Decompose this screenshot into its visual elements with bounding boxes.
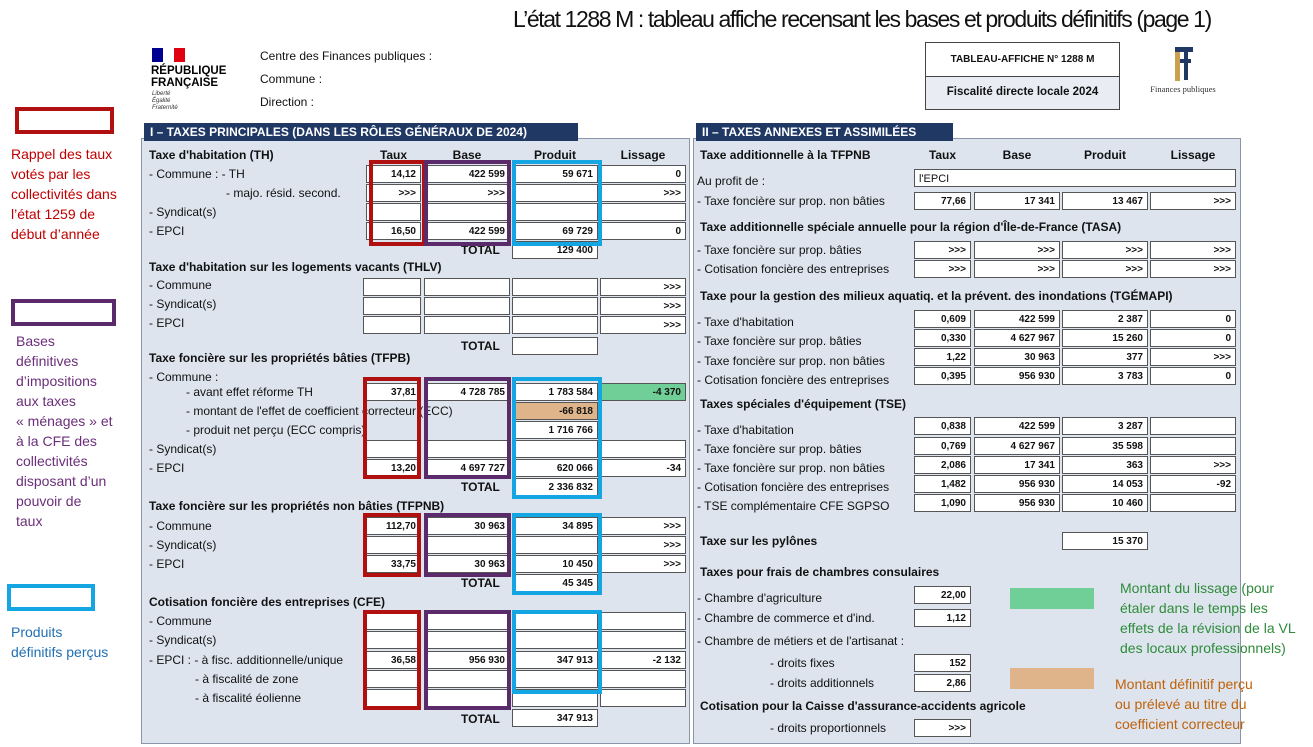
tfpb-commune-lissage: -4 370	[600, 383, 686, 401]
chambres-title: Taxes pour frais de chambres consulaires	[700, 565, 940, 579]
th-commune-lissage: 0	[600, 165, 686, 183]
thlv-syndicat-lissage: >>>	[600, 297, 686, 315]
tafnb-title: Taxe additionnelle à la TFPNB	[700, 148, 871, 162]
tfpb-commune-taux: 37,81	[366, 383, 421, 401]
tfpb-net-produit: 1 716 766	[512, 421, 598, 439]
tfpb-syndicat-lissage	[600, 440, 686, 458]
tasa-cfe-taux: >>>	[914, 260, 971, 278]
cfe-zone-lissage	[600, 670, 686, 688]
tse-cfe-taux: 1,482	[914, 475, 971, 493]
purple-note-line: « ménages » et	[16, 413, 113, 429]
pylones-title: Taxe sur les pylônes	[700, 534, 818, 548]
tfpnb-title: Taxe foncière sur les propriétés non bâties (TFPNB)	[149, 499, 445, 513]
motto-fraternite: Fraternité	[152, 105, 178, 111]
tse-tfpnb-produit: 363	[1062, 456, 1148, 474]
thlv-row-epci: - EPCI	[149, 316, 185, 330]
tfpnb-commune-base: 30 963	[424, 517, 510, 535]
thlv-total-value	[512, 337, 598, 355]
droits-fixes-value: 152	[914, 654, 971, 672]
tasa-row-tfpb: - Taxe foncière sur prop. bâties	[697, 243, 862, 257]
th-commune-taux: 14,12	[366, 165, 421, 183]
cfe-total-value: 347 913	[512, 709, 598, 727]
cfe-epci-taux: 36,58	[366, 651, 421, 669]
gemapi-th-lissage: 0	[1150, 310, 1236, 328]
tse-tfpb-taux: 0,769	[914, 437, 971, 455]
tfpnb-epci-base: 30 963	[424, 555, 510, 573]
thlv-epci-lissage: >>>	[600, 316, 686, 334]
cfe-row-syndicat: - Syndicat(s)	[149, 633, 217, 647]
fiscalite-label: Fiscalité directe locale 2024	[926, 77, 1119, 109]
tafnb-produit: 13 467	[1062, 192, 1148, 210]
tse-tfpnb-taux: 2,086	[914, 456, 971, 474]
pylones-value: 15 370	[1062, 532, 1148, 550]
tfpb-commune-produit: 1 783 584	[512, 383, 598, 401]
purple-note-line: disposant d’un	[16, 473, 107, 489]
tasa-tfpb-produit: >>>	[1062, 241, 1148, 259]
gemapi-row-cfe: - Cotisation foncière des entreprises	[697, 373, 890, 387]
motto-liberte: Liberté	[152, 91, 171, 97]
cfe-title: Cotisation foncière des entreprises (CFE)	[149, 595, 386, 609]
direction-label: Direction :	[260, 95, 315, 109]
commune-label: Commune :	[260, 72, 323, 86]
chambre-metiers-label: - Chambre de métiers et de l'artisanat :	[697, 634, 905, 648]
orange-note-line: ou prélevé au titre du	[1115, 696, 1247, 712]
col-base-header: Base	[452, 148, 482, 162]
red-note-line: collectivités dans	[11, 186, 117, 202]
thlv-syndicat-produit	[512, 297, 598, 315]
tfpnb-commune-taux: 112,70	[366, 517, 421, 535]
tse-row-th: - Taxe d'habitation	[697, 423, 794, 437]
gemapi-tfpb-lissage: 0	[1150, 329, 1236, 347]
thlv-commune-lissage: >>>	[600, 278, 686, 296]
note-produits	[11, 622, 108, 662]
gemapi-th-produit: 2 387	[1062, 310, 1148, 328]
cfe-eolienne-lissage	[600, 689, 686, 707]
tse-row-tfpnb: - Taxe foncière sur prop. non bâties	[697, 461, 885, 475]
th-row-epci: - EPCI	[149, 224, 185, 238]
droits-fixes-label: - droits fixes	[770, 656, 835, 670]
cfe-syndicat-lissage	[600, 631, 686, 649]
thlv-syndicat-base	[424, 297, 510, 315]
orange-note-line: coefficient correcteur	[1115, 716, 1245, 732]
th-total-label: TOTAL	[461, 243, 500, 257]
tasa-tfpb-base: >>>	[974, 241, 1060, 259]
tse-th-produit: 3 287	[1062, 417, 1148, 435]
purple-note-line: collectivités	[16, 453, 88, 469]
tse-tfpnb-base: 17 341	[974, 456, 1060, 474]
tse-tfpb-base: 4 627 967	[974, 437, 1060, 455]
red-note-line: Rappel des taux	[11, 146, 113, 162]
tfpb-row-avant-effet: - avant effet réforme TH	[186, 385, 313, 399]
gemapi-th-taux: 0,609	[914, 310, 971, 328]
tse-th-lissage	[1150, 417, 1236, 435]
purple-note-line: à la CFE des	[16, 433, 97, 449]
taux-highlight-cfe	[363, 610, 421, 710]
cfe-row-eolienne: - à fiscalité éolienne	[195, 691, 302, 705]
th-row-commune: - Commune : - TH	[149, 167, 245, 181]
r-col-base-header: Base	[1002, 148, 1032, 162]
tfpnb-epci-produit: 10 450	[512, 555, 598, 573]
red-note-line: votés par les	[11, 166, 91, 182]
tse-tfpb-produit: 35 598	[1062, 437, 1148, 455]
droits-additionnels-label: - droits additionnels	[770, 676, 875, 690]
tse-sgpso-lissage	[1150, 494, 1236, 512]
produit-highlight-th	[512, 160, 602, 246]
base-highlight-tfpb	[424, 377, 511, 479]
cfe-commune-lissage	[600, 612, 686, 630]
thlv-commune-produit	[512, 278, 598, 296]
tse-tfpb-lissage	[1150, 437, 1236, 455]
tableau-affiche-number: TABLEAU-AFFICHE N° 1288 M	[926, 43, 1119, 77]
finances-publiques-logo	[1133, 44, 1233, 94]
droits-proportionnels-value: >>>	[914, 719, 971, 737]
th-epci-lissage: 0	[600, 222, 686, 240]
purple-note-line: d’impositions	[16, 373, 97, 389]
centre-finances-label: Centre des Finances publiques :	[260, 49, 433, 63]
tableau-affiche-box	[925, 42, 1120, 110]
cfe-row-epci: - EPCI : - à fisc. additionnelle/unique	[149, 653, 344, 667]
blue-note-line: définitifs perçus	[11, 644, 109, 660]
tse-tfpnb-lissage: >>>	[1150, 456, 1236, 474]
tfpnb-row-commune: - Commune	[149, 519, 212, 533]
th-majo-taux: >>>	[366, 184, 421, 202]
tasa-tfpb-taux: >>>	[914, 241, 971, 259]
tfpb-commune-base: 4 728 785	[424, 383, 510, 401]
cfe-total-label: TOTAL	[461, 712, 500, 726]
th-syndicat-lissage	[600, 203, 686, 221]
th-majo-lissage: >>>	[600, 184, 686, 202]
droits-proportionnels-label: - droits proportionnels	[770, 721, 887, 735]
th-majo-base: >>>	[424, 184, 510, 202]
note-taux	[11, 144, 117, 244]
taux-highlight-th	[369, 160, 426, 246]
produit-highlight-tfpb	[512, 377, 602, 499]
tfpb-total-label: TOTAL	[461, 480, 500, 494]
tse-th-base: 422 599	[974, 417, 1060, 435]
thlv-commune-base	[424, 278, 510, 296]
purple-note-line: aux taxes	[16, 393, 76, 409]
th-total-value: 129 400	[512, 241, 598, 259]
left-section-band: I – TAXES PRINCIPALES (DANS LES RÔLES GÉNÉRAUX DE 2024)	[144, 123, 578, 141]
gemapi-cfe-lissage: 0	[1150, 367, 1236, 385]
legend-green-swatch	[1010, 588, 1094, 609]
tasa-row-cfe: - Cotisation foncière des entreprises	[697, 262, 890, 276]
taux-highlight-tfpnb	[363, 513, 421, 577]
gemapi-tfpb-taux: 0,330	[914, 329, 971, 347]
note-bases	[16, 331, 113, 531]
th-epci-taux: 16,50	[366, 222, 421, 240]
col-produit-header: Produit	[534, 148, 576, 162]
thlv-syndicat-taux	[363, 297, 421, 315]
tse-th-taux: 0,838	[914, 417, 971, 435]
tfpnb-syndicat-lissage: >>>	[600, 536, 686, 554]
gemapi-cfe-base: 956 930	[974, 367, 1060, 385]
cfe-row-commune: - Commune	[149, 614, 212, 628]
r-col-taux-header: Taux	[928, 148, 957, 162]
th-epci-produit: 69 729	[512, 222, 598, 240]
gemapi-tfpnb-taux: 1,22	[914, 348, 971, 366]
tasa-title: Taxe additionnelle spéciale annuelle pour la région d'Île-de-France (TASA)	[700, 220, 1122, 234]
tfpb-epci-lissage: -34	[600, 459, 686, 477]
tasa-cfe-lissage: >>>	[1150, 260, 1236, 278]
tse-row-sgpso: - TSE complémentaire CFE SGPSO	[697, 499, 890, 513]
legend-orange-swatch	[1010, 668, 1094, 689]
tfpnb-total-label: TOTAL	[461, 576, 500, 590]
chambre-commerce-label: - Chambre de commerce et d'ind.	[697, 611, 875, 625]
th-row-syndicat: - Syndicat(s)	[149, 205, 217, 219]
cfe-epci-lissage: -2 132	[600, 651, 686, 669]
th-commune-base: 422 599	[424, 165, 510, 183]
taux-highlight-tfpb	[363, 377, 421, 479]
tfpb-row-commune: - Commune :	[149, 370, 219, 384]
note-ecc	[1115, 674, 1253, 734]
purple-note-line: taux	[16, 513, 43, 529]
thlv-epci-taux	[363, 316, 421, 334]
marianne-logo	[152, 48, 186, 62]
gemapi-row-tfpnb: - Taxe foncière sur prop. non bâties	[697, 354, 885, 368]
chambre-commerce-value: 1,12	[914, 609, 971, 627]
r-col-produit-header: Produit	[1084, 148, 1126, 162]
gemapi-tfpnb-produit: 377	[1062, 348, 1148, 366]
chambre-agriculture-value: 22,00	[914, 586, 971, 604]
tse-sgpso-base: 956 930	[974, 494, 1060, 512]
tse-cfe-base: 956 930	[974, 475, 1060, 493]
note-lissage	[1120, 578, 1296, 658]
legend-red-swatch	[15, 107, 114, 134]
col-lissage-header: Lissage	[620, 148, 666, 162]
tfpnb-epci-taux: 33,75	[366, 555, 421, 573]
gemapi-tfpnb-lissage: >>>	[1150, 348, 1236, 366]
red-note-line: début d’année	[11, 226, 100, 242]
tfpb-epci-base: 4 697 727	[424, 459, 510, 477]
chambre-agriculture-label: - Chambre d'agriculture	[697, 591, 823, 605]
cfe-row-zone: - à fiscalité de zone	[195, 672, 299, 686]
tafnb-base: 17 341	[974, 192, 1060, 210]
tfpnb-row-syndicat: - Syndicat(s)	[149, 538, 217, 552]
th-commune-produit: 59 671	[512, 165, 598, 183]
tfpb-row-epci: - EPCI	[149, 461, 185, 475]
produit-highlight-tfpnb	[512, 513, 602, 595]
tfpb-row-ecc: - montant de l'effet de coefficient correcteur (ECC)	[186, 404, 453, 418]
tse-row-tfpb: - Taxe foncière sur prop. bâties	[697, 442, 862, 456]
tasa-cfe-produit: >>>	[1062, 260, 1148, 278]
cfe-epci-base: 956 930	[424, 651, 510, 669]
orange-note-line: Montant définitif perçu	[1115, 676, 1253, 692]
tasa-cfe-base: >>>	[974, 260, 1060, 278]
base-highlight-th	[424, 160, 511, 246]
green-note-line: effets de la révision de la VL	[1120, 620, 1296, 636]
tfpb-epci-produit: 620 066	[512, 459, 598, 477]
gemapi-tfpnb-base: 30 963	[974, 348, 1060, 366]
tfpnb-row-epci: - EPCI	[149, 557, 185, 571]
tafnb-row-tfpnb: - Taxe foncière sur prop. non bâties	[697, 194, 885, 208]
purple-note-line: définitives	[16, 353, 79, 369]
tse-cfe-produit: 14 053	[1062, 475, 1148, 493]
finances-publiques-text: Finances publiques	[1150, 84, 1216, 94]
motto-egalite: Égalité	[152, 98, 171, 104]
purple-note-line: Bases	[16, 333, 55, 349]
thlv-commune-taux	[363, 278, 421, 296]
thlv-total-label: TOTAL	[461, 339, 500, 353]
tse-row-cfe: - Cotisation foncière des entreprises	[697, 480, 890, 494]
green-note-line: Montant du lissage (pour	[1120, 580, 1275, 596]
thlv-title: Taxe d'habitation sur les logements vacants (THLV)	[149, 260, 442, 274]
caisse-title: Cotisation pour la Caisse d'assurance-accidents agricole	[700, 699, 1026, 713]
droits-additionnels-value: 2,86	[914, 674, 971, 692]
gemapi-row-tfpb: - Taxe foncière sur prop. bâties	[697, 334, 862, 348]
gemapi-tfpb-base: 4 627 967	[974, 329, 1060, 347]
th-epci-base: 422 599	[424, 222, 510, 240]
green-note-line: des locaux professionnels)	[1120, 640, 1286, 656]
republique-text: RÉPUBLIQUE	[151, 65, 227, 77]
gemapi-row-th: - Taxe d'habitation	[697, 315, 794, 329]
col-taux-header: Taux	[379, 148, 408, 162]
tfpnb-commune-produit: 34 895	[512, 517, 598, 535]
right-section-band: II – TAXES ANNEXES ET ASSIMILÉES	[696, 123, 953, 141]
tafnb-lissage: >>>	[1150, 192, 1236, 210]
thlv-row-commune: - Commune	[149, 278, 212, 292]
francaise-text: FRANÇAISE	[151, 77, 219, 89]
blue-note-line: Produits	[11, 624, 63, 640]
tfpnb-commune-lissage: >>>	[600, 517, 686, 535]
tfpb-ecc-produit: -66 818	[512, 402, 598, 420]
tfpnb-epci-lissage: >>>	[600, 555, 686, 573]
red-note-line: l’état 1259 de	[11, 206, 96, 222]
page-title: L’état 1288 M : tableau affiche recensant les bases et produits définitifs (page 1)	[513, 6, 1211, 32]
gemapi-tfpb-produit: 15 260	[1062, 329, 1148, 347]
cfe-epci-produit: 347 913	[512, 651, 598, 669]
produit-highlight-cfe	[512, 610, 602, 694]
tasa-tfpb-lissage: >>>	[1150, 241, 1236, 259]
tfpb-total-value: 2 336 832	[512, 478, 598, 496]
tse-cfe-lissage: -92	[1150, 475, 1236, 493]
base-highlight-cfe	[424, 610, 511, 710]
gemapi-th-base: 422 599	[974, 310, 1060, 328]
tse-sgpso-produit: 10 460	[1062, 494, 1148, 512]
tfpnb-total-value: 45 345	[512, 574, 598, 592]
tfpb-title: Taxe foncière sur les propriétés bâties (TFPB)	[149, 351, 411, 365]
th-row-majo: - majo. résid. second.	[226, 186, 341, 200]
tafnb-profit-value: l'EPCI	[914, 169, 1236, 187]
tafnb-profit-label: Au profit de :	[697, 174, 766, 188]
gemapi-title: Taxe pour la gestion des milieux aquatiq. et la prévent. des inondations (TGÉMAPI)	[700, 289, 1173, 303]
purple-note-line: pouvoir de	[16, 493, 82, 509]
tse-sgpso-taux: 1,090	[914, 494, 971, 512]
thlv-row-syndicat: - Syndicat(s)	[149, 297, 217, 311]
tfpb-row-syndicat: - Syndicat(s)	[149, 442, 217, 456]
base-highlight-tfpnb	[424, 513, 511, 577]
tfpb-epci-taux: 13,20	[366, 459, 421, 477]
legend-blue-swatch	[7, 584, 95, 611]
gemapi-cfe-produit: 3 783	[1062, 367, 1148, 385]
r-col-lissage-header: Lissage	[1170, 148, 1216, 162]
tse-title: Taxes spéciales d'équipement (TSE)	[700, 397, 907, 411]
tafnb-taux: 77,66	[914, 192, 971, 210]
th-title: Taxe d'habitation (TH)	[149, 148, 274, 162]
green-note-line: étaler dans le temps les	[1120, 600, 1268, 616]
legend-purple-swatch	[11, 299, 116, 326]
thlv-epci-produit	[512, 316, 598, 334]
gemapi-cfe-taux: 0,395	[914, 367, 971, 385]
tfpb-row-produit-net: - produit net perçu (ECC compris)	[186, 423, 366, 437]
thlv-epci-base	[424, 316, 510, 334]
